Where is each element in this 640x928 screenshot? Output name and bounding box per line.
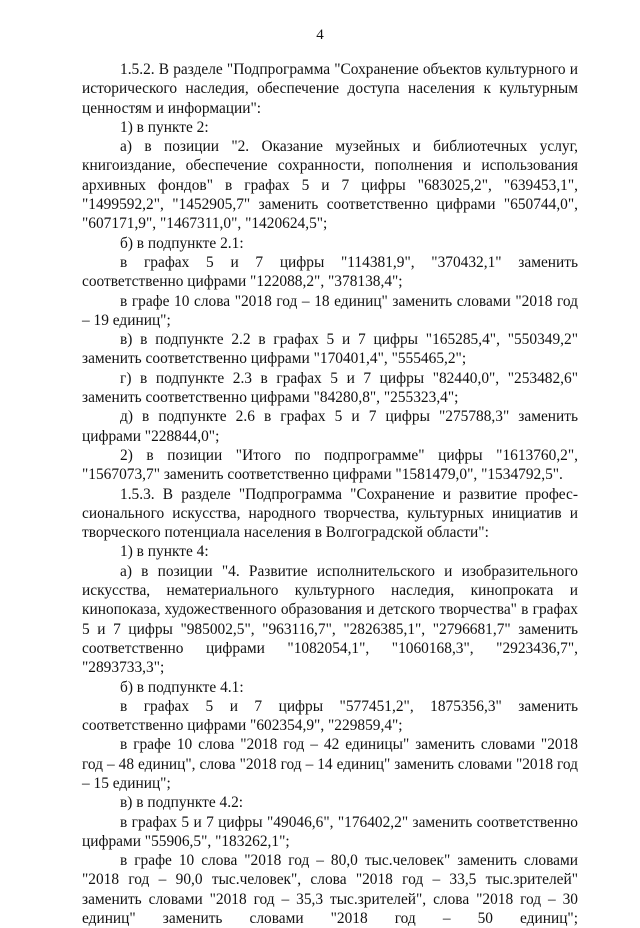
paragraph-4-2-words: в графе 10 слова "2018 год – 80,0 тыс.человек" заменить словами "2018 год – 90,0 тыс.человек", слова "2018 год – 33,5 тыс.зрителей" заменить словами "2018 год – 35,3 тыс.зрителей", слова "2018 год – 30 единиц" заменить словами "2018 год – 50 единиц"; bbox=[82, 852, 578, 928]
paragraph-subitem-a: а) в позиции "2. Оказание музейных и библиотечных услуг, книгоиздание, обеспечение сохранности, пополнения и использования архивных фондов" в графах 5 и 7 цифры "683025,2", "639453,1", "1499592,2", "1452905,7" заменить соответственно цифрами "650744,0", "607171,9", "1467311,0", "1420624,5"; bbox=[82, 138, 578, 233]
paragraph-subitem-d: д) в подпункте 2.6 в графах 5 и 7 цифры "275788,3" заменить цифрами "228844,0"; bbox=[82, 408, 578, 445]
paragraph-2-1-figures: в графах 5 и 7 цифры "114381,9", "370432,1" заменить соответственно цифрами "122088,2", "378138,4"; bbox=[82, 253, 578, 291]
paragraph-item-1: 1) в пункте 2: bbox=[120, 118, 209, 136]
page-number: 4 bbox=[316, 27, 324, 43]
paragraph-4-2-figures: в графах 5 и 7 цифры "49046,6", "176402,2" заменить соответственно цифрами "55906,5", "183262,1"; bbox=[82, 813, 578, 850]
paragraph-subitem-b: б) в подпункте 2.1: bbox=[120, 234, 244, 252]
paragraph-subitem-v: в) в подпункте 2.2 в графах 5 и 7 цифры "165285,4", "550349,2" заменить соответственно цифрами "170401,4", "555465,2"; bbox=[82, 331, 578, 368]
document-body bbox=[82, 60, 578, 928]
paragraph-4-subitem-a: а) в позиции "4. Развитие исполнительского и изобразительного искусства, нематериального культурного наследия, кинопроката и кинопоказа, художественного образования и детского творчества" в графах 5 и 7 цифры "985002,5", "963116,7", "2826385,1", "2796681,7" заменить соответственно цифрами "1082054,1", "1060168,3", "2923436,7", "2893733,3"; bbox=[82, 562, 578, 677]
paragraph-item-2-total: 2) в позиции "Итого по подпрограмме" цифры "1613760,2", "1567073,7" заменить соответственно цифрами "1581479,0", "1534792,5". bbox=[82, 446, 578, 484]
paragraph-subitem-g: г) в подпункте 2.3 в графах 5 и 7 цифры "82440,0", "253482,6" заменить соответственно цифрами "84280,8", "255323,4"; bbox=[82, 369, 578, 407]
paragraph-1-5-2-heading: 1.5.2. В разделе "Подпрограмма "Сохранение объектов культурного и исторического наследия, обеспечение доступа населения к культурным ценностям и информации": bbox=[82, 61, 578, 117]
paragraph-4-1-words: в графе 10 слова "2018 год – 42 единицы" заменить словами "2018 год – 48 единиц", слова "2018 год – 14 единиц" заменить словами "2018 год – 15 единиц"; bbox=[82, 736, 578, 792]
paragraph-2-1-words: в графе 10 слова "2018 год – 18 единиц" заменить словами "2018 год – 19 единиц"; bbox=[82, 292, 578, 329]
paragraph-4-subitem-v: в) в подпункте 4.2: bbox=[120, 794, 244, 812]
paragraph-4-1-figures: в графах 5 и 7 цифры "577451,2", 1875356,3" заменить соответственно цифрами "602354,9", "229859,4"; bbox=[82, 697, 578, 735]
paragraph-item-1-point-4: 1) в пункте 4: bbox=[120, 543, 209, 561]
paragraph-1-5-3-heading: 1.5.3. В разделе "Подпрограмма "Сохранение и развитие профессионального искусства, народного творчества, культурных инициатив и творческого потенциала населения в Волгоградской области": bbox=[82, 485, 578, 542]
paragraph-4-subitem-b: б) в подпункте 4.1: bbox=[120, 678, 244, 696]
